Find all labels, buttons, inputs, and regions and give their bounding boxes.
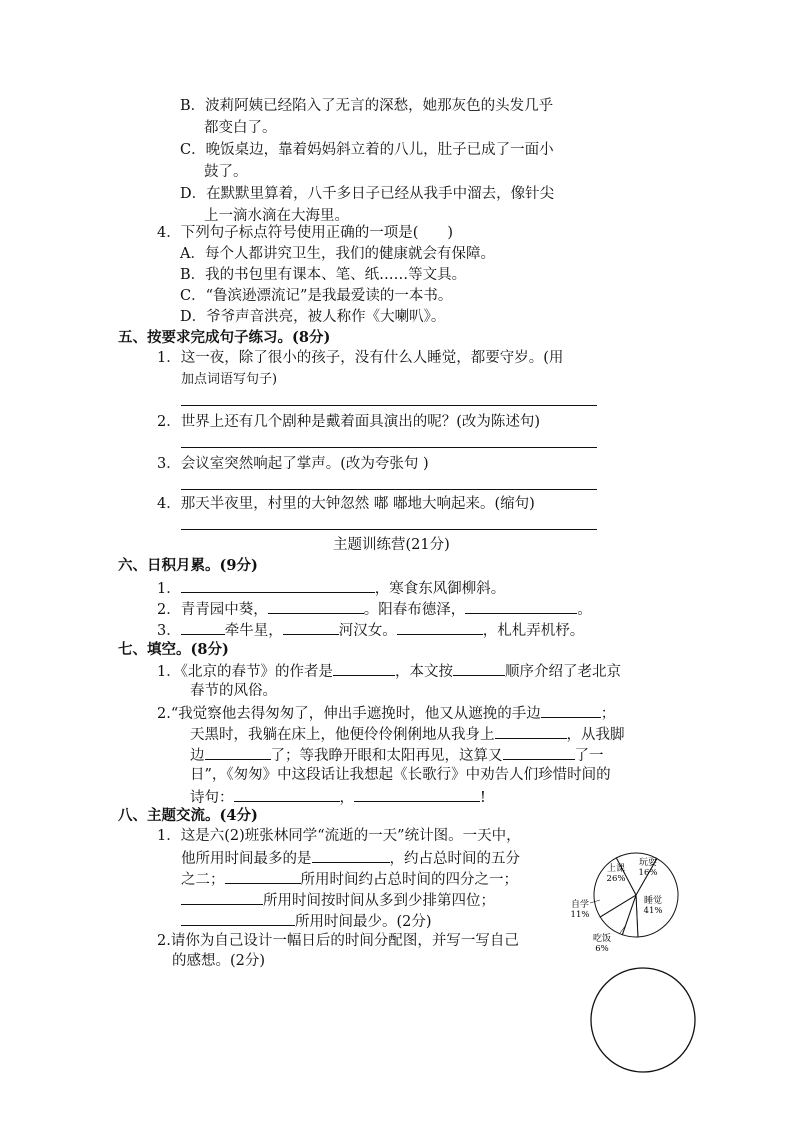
sec8-q1-f: 所用时间按时间从多到少排第四位； <box>263 893 495 909</box>
sec7-blank-poem-1[interactable] <box>234 786 340 802</box>
pie-value-玩耍: 16% <box>638 868 658 878</box>
sec7-q2-line3 <box>190 744 604 766</box>
sec6-blank-1[interactable] <box>181 577 375 593</box>
sec7-q2-line5 <box>190 786 486 808</box>
sec6-l2-b: 。阳春布德泽， <box>363 602 466 618</box>
sec7-q1-c: 顺序介绍了老北京 <box>504 664 621 680</box>
sec7-blank-poem-2[interactable] <box>354 786 480 802</box>
sec6-l3-c: ，札札弄机杼。 <box>482 623 585 639</box>
q4-option-b: B．我的书包里有课本、笔、纸……等文具。 <box>180 267 467 283</box>
section-6-title: 六、日积月累。(9分) <box>118 557 258 574</box>
sec6-blank-2[interactable] <box>268 598 364 614</box>
sec8-blank-4[interactable] <box>181 910 295 926</box>
sec8-blank-1[interactable] <box>312 847 390 863</box>
sec7-q2-line1 <box>157 702 615 724</box>
q3-option-c-line2: 鼓了。 <box>204 164 248 180</box>
sec5-q1-line1: 1．这一夜，除了很小的孩子，没有什么人睡觉，都要守岁。(用 <box>157 350 564 366</box>
sec7-q2-c: 天黑时，我躺在床上，他便伶伶俐俐地从我身上 <box>190 727 495 743</box>
sec7-blank-author[interactable] <box>333 660 395 676</box>
sec7-q1-b: ，本文按 <box>394 664 453 680</box>
pie-label-自学: 自学 <box>570 900 590 910</box>
q4-option-d: D．爷爷声音洪亮，被人称作《大喇叭》。 <box>180 309 446 325</box>
sec5-q2-answer-line[interactable] <box>181 447 597 448</box>
sec5-q1-answer-line[interactable] <box>181 405 597 406</box>
sec6-line2 <box>157 598 592 620</box>
sec7-q1-a: 1．《北京的春节》的作者是 <box>157 664 333 680</box>
sec8-q1-c: ，约占总时间的五分 <box>389 851 520 867</box>
pie-label-上课: 上课 <box>606 864 626 874</box>
sec8-q1-line1: 1．这是六(2)班张林同学“流逝的一天”统计图。一天中， <box>157 828 521 844</box>
q3-option-d-line1: D．在默默里算着，八千多日子已经从我手中溜去，像针尖 <box>180 186 555 202</box>
sec6-line3 <box>157 619 584 641</box>
section-8-title: 八、主题交流。(4分) <box>118 807 258 824</box>
q3-option-d-line2: 上一滴水滴在大海里。 <box>204 208 349 224</box>
q3-option-b-line2: 都变白了。 <box>204 120 277 136</box>
pie-value-吃饭: 6% <box>595 944 609 954</box>
sec8-q1-d: 之二； <box>181 872 225 888</box>
sec8-q1-e: 所用时间约占总时间的四分之一； <box>300 872 518 888</box>
sec6-line1 <box>157 577 505 599</box>
sec6-l2-a: 2．青青园中葵， <box>157 602 268 618</box>
sec8-q2-line1: 2.请你为自己设计一幅日后的时间分配图，并写一写自己 <box>157 933 519 949</box>
sec5-q3: 3．会议室突然响起了掌声。(改为夸张句 ) <box>157 456 429 472</box>
sec6-l3-a: 牵牛星， <box>224 623 283 639</box>
sec6-blank-3[interactable] <box>465 598 577 614</box>
q4-option-c: C．“鲁滨逊漂流记”是我最爱读的一本书。 <box>180 288 453 304</box>
sec5-q1-line2: 加点词语写句子) <box>181 372 278 387</box>
section-7-title: 七、填空。(8分) <box>118 641 229 658</box>
pie-value-睡觉: 41% <box>643 906 663 916</box>
pie-value-自学: 11% <box>570 910 590 920</box>
sec7-q2-k: ! <box>480 790 486 806</box>
sec5-q3-answer-line[interactable] <box>181 489 597 490</box>
q4-option-a: A．每个人都讲究卫生，我们的健康就会有保障。 <box>180 246 495 262</box>
sec8-q2-line2: 的感想。(2分) <box>172 953 266 969</box>
sec6-blank-6[interactable] <box>397 619 483 635</box>
sec8-q1-b: 他所用时间最多的是 <box>181 851 312 867</box>
pie-label-吃饭: 吃饭 <box>592 934 612 944</box>
sec8-q1-g: 所用时间最少。(2分) <box>295 914 432 930</box>
pie-label-玩耍: 玩耍 <box>638 858 658 868</box>
sec7-q2-f: 了；等我睁开眼和太阳再见，这算又 <box>270 748 503 764</box>
sec7-q2-i: 诗句： <box>190 790 234 806</box>
sec8-blank-3[interactable] <box>181 889 263 905</box>
sec7-q2-b: ； <box>600 706 616 722</box>
sec5-q4-answer-line[interactable] <box>181 529 597 530</box>
sec7-blank-q2-3[interactable] <box>205 744 271 760</box>
pie-label-睡觉: 睡觉 <box>643 896 663 906</box>
sec7-q2-line4: 日”，《匆匆》中这段话让我想起《长歌行》中劝告人们珍惜时间的 <box>190 767 611 783</box>
sec7-q2-g: 了一 <box>574 748 604 764</box>
q3-option-b-line1: B．波莉阿姨已经陷入了无言的深愁，她那灰色的头发几乎 <box>180 98 554 114</box>
sec6-l1-text: ，寒食东风御柳斜。 <box>374 581 506 597</box>
sec6-l2-c: 。 <box>577 602 592 618</box>
q3-option-c-line1: C．晚饭桌边，靠着妈妈斜立着的八儿，肚子已成了一面小 <box>180 142 554 158</box>
sec6-l1-num: 1． <box>157 581 181 597</box>
sec7-q1-line1 <box>157 660 621 682</box>
sec6-l3-b: 河汉女。 <box>338 623 397 639</box>
sec8-q1-line5 <box>181 910 432 932</box>
sec7-blank-q2-4[interactable] <box>503 744 575 760</box>
theme-camp-title: 主题训练营(21分) <box>333 537 450 553</box>
q4-stem: 4．下列句子标点符号使用正确的一项是( ) <box>157 225 454 241</box>
sec7-blank-q2-2[interactable] <box>495 723 567 739</box>
sec8-q1-line2 <box>181 847 520 869</box>
sec7-q2-j: ， <box>339 790 354 806</box>
sec7-q2-d: ，从我脚 <box>566 727 625 743</box>
sec6-blank-5[interactable] <box>283 619 339 635</box>
time-pie-chart <box>560 845 700 955</box>
sec8-q1-line3 <box>181 868 518 890</box>
sec8-blank-2[interactable] <box>225 868 301 884</box>
sec7-q1-line2: 春节的风俗。 <box>190 683 277 699</box>
sec7-q2-e: 边 <box>190 748 205 764</box>
section-5-title: 五、按要求完成句子练习。(8分) <box>118 329 331 346</box>
sec7-q2-line2 <box>190 723 625 745</box>
blank-drawing-circle[interactable] <box>588 965 698 1075</box>
pie-value-上课: 26% <box>606 874 626 884</box>
sec6-l3-num: 3． <box>157 623 181 639</box>
sec8-q1-line4 <box>181 889 495 911</box>
sec6-blank-4[interactable] <box>181 619 225 635</box>
sec7-blank-q2-1[interactable] <box>541 702 601 718</box>
sec7-q2-a: 2.“我觉察他去得匆匆了，伸出手遮挽时，他又从遮挽的手边 <box>157 706 541 722</box>
sec5-q2: 2．世界上还有几个剧种是戴着面具演出的呢？(改为陈述句) <box>157 414 541 430</box>
sec5-q4: 4．那天半夜里，村里的大钟忽然 嘟 嘟地大响起来。(缩句) <box>157 496 535 512</box>
sec7-blank-order[interactable] <box>453 660 505 676</box>
